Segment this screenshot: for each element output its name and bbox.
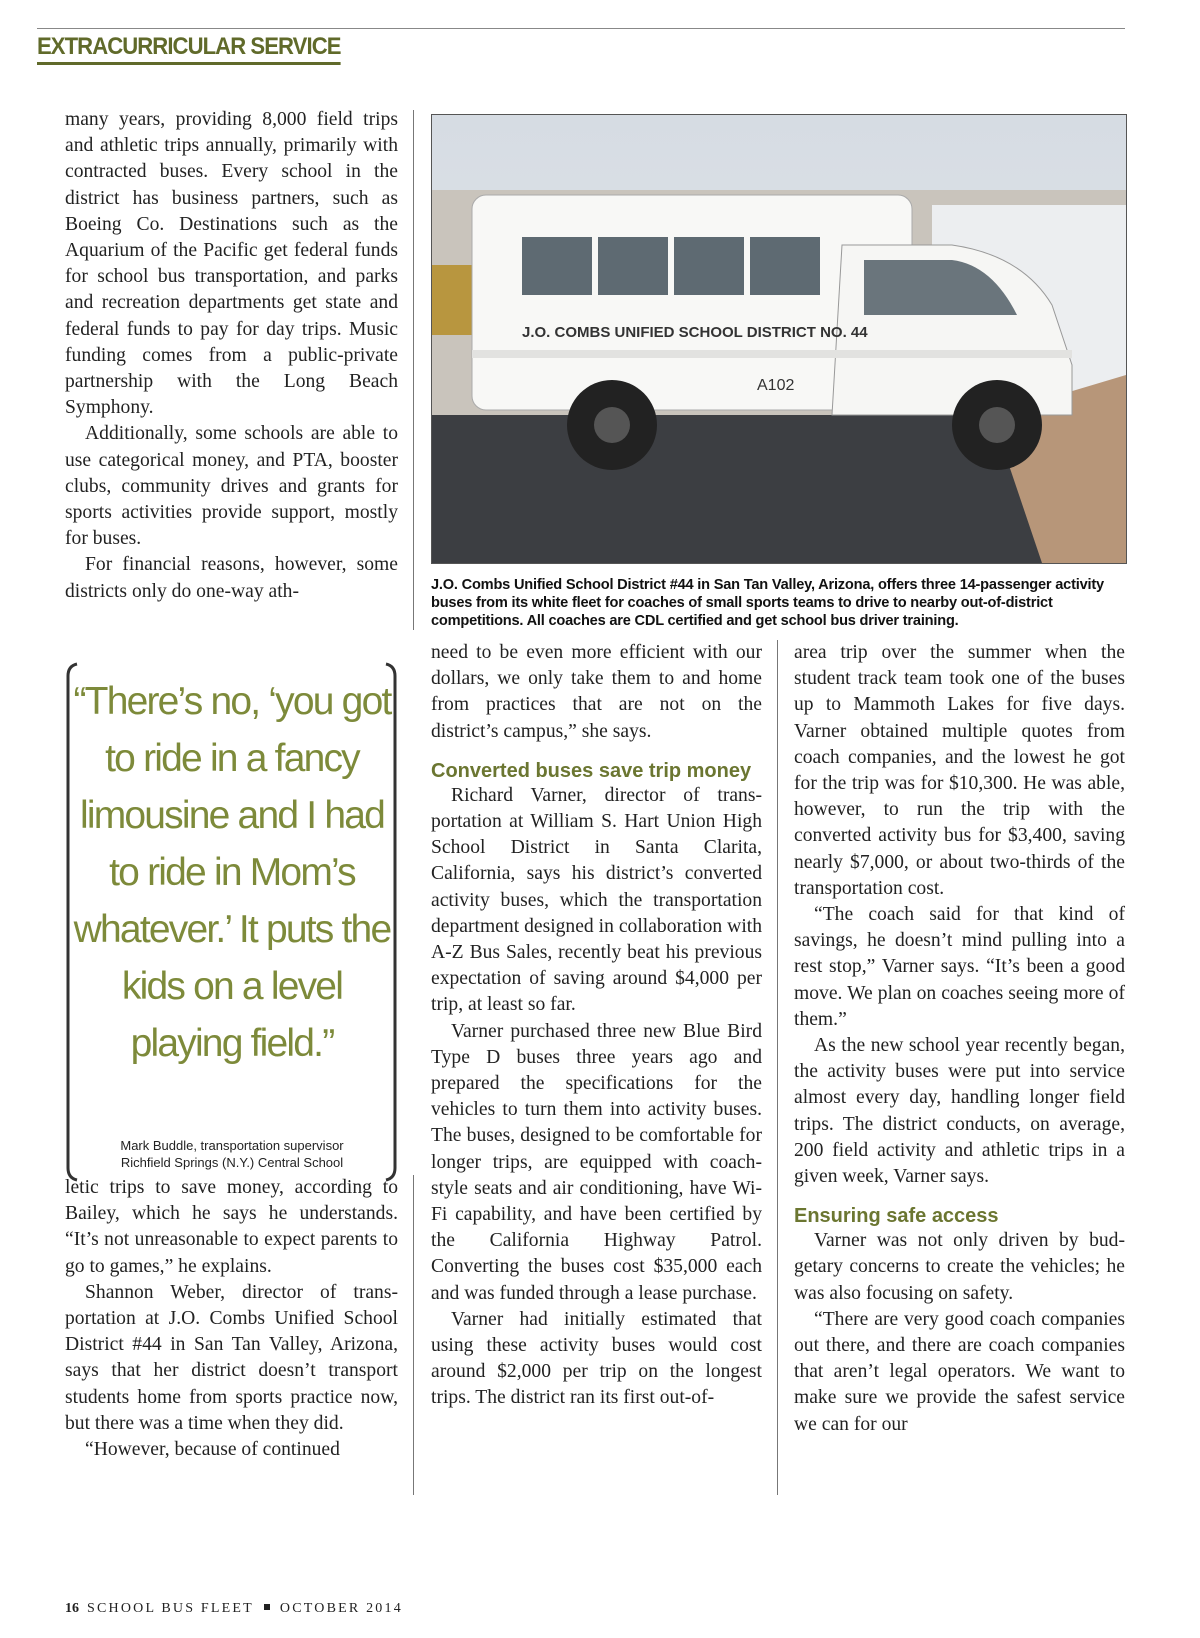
subhead-safe-access: Ensuring safe access [794, 1205, 999, 1228]
paragraph: “However, because of continued [85, 1439, 340, 1461]
paragraph: Richard Varner, director of transportation at William S. Hart Union High School District in Santa Clarita, California, says his district’s converted activity buses, which the transportation department designed in collaboration with A-Z Bus Sales, recently beat his previous expectation of saving around $4,000 per trip, at least so far. [431, 784, 762, 1016]
publication-name: SCHOOL BUS FLEET [87, 1601, 254, 1616]
paragraph: area trip over the summer when the student track team took one of the buses up to Mammoth Lakes for five days. Varner obtained multiple quotes from coach companies, and the lowest he got for the trip was for $10,300. He was able, however, to run the trip with the converted activity bus for $3,400, saving nearly $7,000, or about two-thirds of the transportation cost. [794, 642, 1125, 899]
paragraph: letic trips to save money, according to Bailey, which he says he understands. “It’s not unreasonable to expect parents to go to games,” he explains. [65, 1177, 398, 1277]
bus-number: A102 [757, 377, 795, 394]
paragraph: many years, providing 8,000 field trips and athletic trips annually, primarily with contracted buses. Every school in the district has business partners, such as Boeing Co. Destinations such as the Aquarium of the Pacific get federal funds for school bus transportation, and parks and recreation departments get state and federal funds to pay for day trips. Music funding comes from a public-private partnership with the Long Beach Symphony. [65, 109, 398, 419]
paragraph: Varner was not only driven by budgetary concerns to create the vehicles; he was also focusing on safety. [794, 1230, 1125, 1304]
subhead-converted-buses: Converted buses save trip money [431, 759, 752, 782]
bus-lettering: J.O. COMBS UNIFIED SCHOOL DISTRICT NO. 44 [522, 324, 868, 341]
paragraph: As the new school year recently began, the activity buses were put into service almost every day, handling longer field trips. The district conducts, on average, 200 field activity and athletic trips in a given week, Varner says. [794, 1035, 1125, 1188]
section-label: EXTRACURRICULAR SERVICE [37, 33, 341, 65]
photo-caption: J.O. Combs Unified School District #44 in San Tan Valley, Arizona, offers three 14-passenger activity buses from its white fleet for coaches of small sports teams to drive to nearby out-of-district competitions. All coaches are CDL certified and get school bus driver training. [431, 577, 1104, 629]
paragraph: “The coach said for that kind of savings, he doesn’t mind pulling into a rest stop,” Varner says. “It’s been a good move. We plan on coaches seeing more of them.” [794, 904, 1125, 1030]
paragraph: Varner purchased three new Blue Bird Type D buses three years ago and prepared the specifications for the vehicles to turn them into activity buses. The buses, designed to be comfortable for longer trips, are equipped with coach-style seats and air conditioning, have Wi-Fi capability, and have been certified by the California Highway Patrol. Converting the buses cost $35,000 each and was funded through a lease purchase. [431, 1020, 762, 1304]
paragraph: Varner had initially estimated that using these activity buses would cost around $2,000 per trip on the longest trips. The district ran its first out-of- [431, 1308, 762, 1409]
column-rule [777, 640, 778, 1495]
paragraph: need to be even more efficient with our dollars, we only take them to and home from practices that are not on the district’s campus,” she says. [431, 642, 762, 742]
footer-separator [264, 1604, 270, 1610]
bus-photo [431, 114, 1127, 564]
pull-quote: “There’s no, ‘you got to ride in a fancy limousine and I had to ride in Mom’s whatever.’ It puts the kids on a level playing field.” [73, 680, 391, 1065]
column-3 [794, 640, 1125, 1438]
paragraph: Shannon Weber, director of transportation at J.O. Combs Unified School District #44 in San Tan Valley, Arizona, says that her district doesn’t transport students home from sports practice now, but there was a time when they did. [65, 1281, 398, 1434]
page-footer [65, 1601, 403, 1617]
attribution-org: Richfield Springs (N.Y.) Central School [120, 1155, 344, 1170]
paragraph: “There are very good coach companies out there, and there are coach companies that aren’t legal operators. We want to make sure we provide the safest service we can for our [794, 1308, 1125, 1435]
paragraph: Additionally, some schools are able to use categorical money, and PTA, booster clubs, community drives and grants for sports activities provide support, mostly for buses. [65, 423, 398, 550]
top-rule [37, 28, 1125, 29]
column-1-bottom [65, 1175, 398, 1463]
column-2 [431, 640, 762, 1412]
bus-illustration [432, 115, 1126, 563]
issue-date: OCTOBER 2014 [279, 1601, 403, 1616]
page-number: 16 [65, 1601, 79, 1616]
pull-quote-attribution [72, 1137, 392, 1171]
column-rule [413, 1175, 414, 1495]
paragraph: For financial reasons, however, some districts only do one-way ath- [65, 554, 398, 602]
attribution-name: Mark Buddle, transportation supervisor [120, 1138, 344, 1153]
column-1-top [65, 107, 398, 605]
column-rule [413, 110, 414, 630]
